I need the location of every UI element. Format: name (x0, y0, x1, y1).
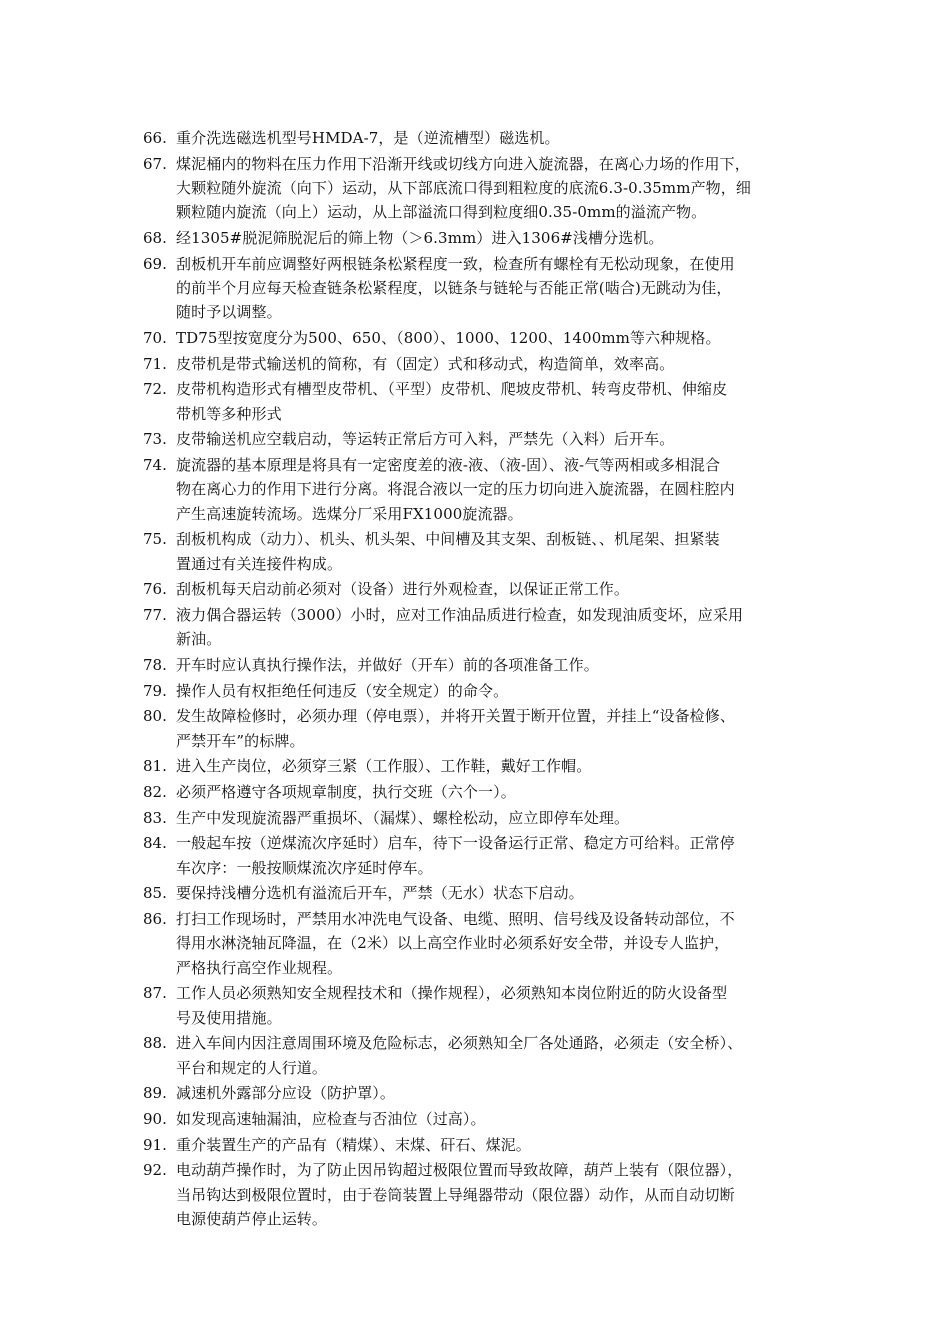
item-text: 旋流器的基本原理是将具有一定密度差的液-液、（液-固）、液-气等两相或多相混合 物在离心力的作用下进行分离。将混合液以一定的压力切向进入旋流器，在圆柱腔内 产生高速旋转流场。选煤分厂采用FX1000旋流器。 (176, 455, 735, 523)
list-item (143, 603, 823, 652)
item-number: 84. (143, 834, 167, 853)
item-number: 71. (143, 354, 167, 373)
item-text: 皮带机构造形式有槽型皮带机、（平型）皮带机、爬坡皮带机、转弯皮带机、伸缩皮 带机等多种形式 (176, 380, 728, 423)
item-number: 73. (143, 430, 167, 449)
item-text: 进入车间内因注意周围环境及危险标志，必须熟知全厂各处通路，必须走（安全桥）、 平台和规定的人行道。 (176, 1034, 743, 1077)
item-number: 66. (143, 129, 167, 147)
item-text: 必须严格遵守各项规章制度，执行交班（六个一）。 (176, 782, 516, 801)
list-item (143, 1133, 823, 1157)
list-item (143, 881, 823, 905)
item-number: 72. (143, 380, 167, 399)
list-item (143, 326, 823, 350)
list-item (143, 1158, 823, 1231)
list-item (143, 679, 823, 703)
item-number: 87. (143, 984, 167, 1003)
item-number: 74. (143, 455, 167, 474)
item-number: 88. (143, 1034, 167, 1053)
item-number: 80. (143, 707, 167, 726)
item-number: 76. (143, 580, 167, 599)
item-number: 77. (143, 605, 167, 624)
item-number: 78. (143, 655, 167, 674)
list-item (143, 831, 823, 880)
item-number: 86. (143, 910, 167, 929)
item-number: 91. (143, 1135, 167, 1154)
item-text: 生产中发现旋流器严重损坏、（漏煤）、螺栓松动，应立即停车处理。 (176, 808, 630, 827)
list-item (143, 377, 823, 426)
item-text: 操作人员有权拒绝任何违反（安全规定）的命令。 (176, 681, 509, 700)
list-item (143, 754, 823, 778)
item-number: 79. (143, 681, 167, 700)
item-number: 81. (143, 757, 167, 776)
item-text: 开车时应认真执行操作法，并做好（开车）前的各项准备工作。 (176, 655, 599, 674)
item-text: 刮板机开车前应调整好两根链条松紧程度一致，检查所有螺栓有无松动现象，在使用 的前半个月应每天检查链条松紧程度，以链条与链轮与否能正常(啮合)无跳动为佳， 随时予以调整。 (176, 254, 735, 322)
item-number: 90. (143, 1109, 167, 1128)
list-item (143, 152, 823, 225)
item-number: 82. (143, 782, 167, 801)
list-item (143, 780, 823, 804)
item-text: 电动葫芦操作时，为了防止因吊钩超过极限位置而导致故障，葫芦上装有（限位器）， 当吊钩达到极限位置时，由于卷筒装置上导绳器带动（限位器）动作，从而自动切断 电源使葫芦停止运转。 (176, 1161, 743, 1228)
question-list (143, 126, 823, 1233)
item-text: 要保持浅槽分选机有溢流后开车，严禁（无水）状态下启动。 (176, 884, 584, 903)
item-text: 皮带输送机应空载启动，等运转正常后方可入料，严禁先（入料）后开车。 (176, 430, 675, 449)
list-item (143, 704, 823, 753)
item-number: 70. (143, 328, 167, 347)
item-text: 减速机外露部分应设（防护罩）。 (176, 1084, 396, 1103)
item-number: 75. (143, 530, 167, 549)
list-item (143, 427, 823, 451)
list-item (143, 653, 823, 677)
item-number: 83. (143, 808, 167, 827)
list-item (143, 226, 823, 250)
item-text: 刮板机每天启动前必须对（设备）进行外观检查，以保证正常工作。 (176, 580, 630, 599)
item-text: 刮板机构成（动力）、机头、机头架、中间槽及其支架、刮板链、、机尾架、担紧装 置通过有关连接件构成。 (176, 530, 720, 573)
list-item (143, 806, 823, 830)
item-number: 67. (143, 154, 167, 173)
item-text: 一般起车按（逆煤流次序延时）启车，待下一设备运行正常、稳定方可给料。正常停 车次序：一般按顺煤流次序延时停车。 (176, 834, 735, 877)
item-number: 85. (143, 884, 167, 903)
item-text: 皮带机是带式输送机的简称，有（固定）式和移动式，构造简单，效率高。 (176, 354, 675, 373)
item-text: 重介洗选磁选机型号HMDA-7，是（逆流槽型）磁选机。 (176, 129, 560, 147)
item-number: 89. (143, 1084, 167, 1103)
list-item (143, 981, 823, 1030)
item-number: 69. (143, 254, 167, 273)
list-item (143, 1031, 823, 1080)
item-text: 液力偶合器运转（3000）小时，应对工作油品质进行检查，如发现油质变坏，应采用 新油。 (176, 605, 744, 649)
item-text: 打扫工作现场时，严禁用水冲洗电气设备、电缆、照明、信号线及设备转动部位，不 得用水淋浇轴瓦降温，在（2米）以上高空作业时必须系好安全带，并设专人监护， 严格执行高空作业规程。 (176, 910, 735, 977)
item-number: 92. (143, 1161, 167, 1180)
list-item (143, 577, 823, 601)
list-item (143, 1081, 823, 1105)
item-text: 进入生产岗位，必须穿三紧（工作服）、工作鞋，戴好工作帽。 (176, 757, 592, 776)
item-text: 煤泥桶内的物料在压力作用下沿渐开线或切线方向进入旋流器，在离心力场的作用下， 大颗粒随外旋流（向下）运动，从下部底流口得到粗粒度的底流6.3-0.35mm产物，细 颗粒随内旋流（向上）运动，从上部溢流口得到粒度细0.35-0mm的溢流产物。 (176, 154, 751, 222)
list-item (143, 453, 823, 526)
list-item (143, 527, 823, 576)
item-text: 重介装置生产的产品有（精煤）、末煤、矸石、煤泥。 (176, 1135, 531, 1154)
item-number: 68. (143, 228, 167, 247)
list-item (143, 352, 823, 376)
item-text: TD75型按宽度分为500、650、（800）、1000、1200、1400mm等六种规格。 (176, 328, 721, 347)
list-item (143, 907, 823, 980)
item-text: 发生故障检修时，必须办理（停电票），并将开关置于断开位置，并挂上“设备检修、 严禁开车”的标牌。 (176, 707, 735, 750)
list-item (143, 1107, 823, 1131)
item-text: 如发现高速轴漏油，应检查与否油位（过高）。 (176, 1109, 486, 1128)
item-text: 工作人员必须熟知安全规程技术和（操作规程），必须熟知本岗位附近的防火设备型 号及使用措施。 (176, 984, 728, 1027)
item-text: 经1305#脱泥筛脱泥后的筛上物（＞6.3mm）进入1306#浅槽分选机。 (176, 228, 664, 247)
list-item (143, 126, 823, 150)
list-item (143, 252, 823, 325)
